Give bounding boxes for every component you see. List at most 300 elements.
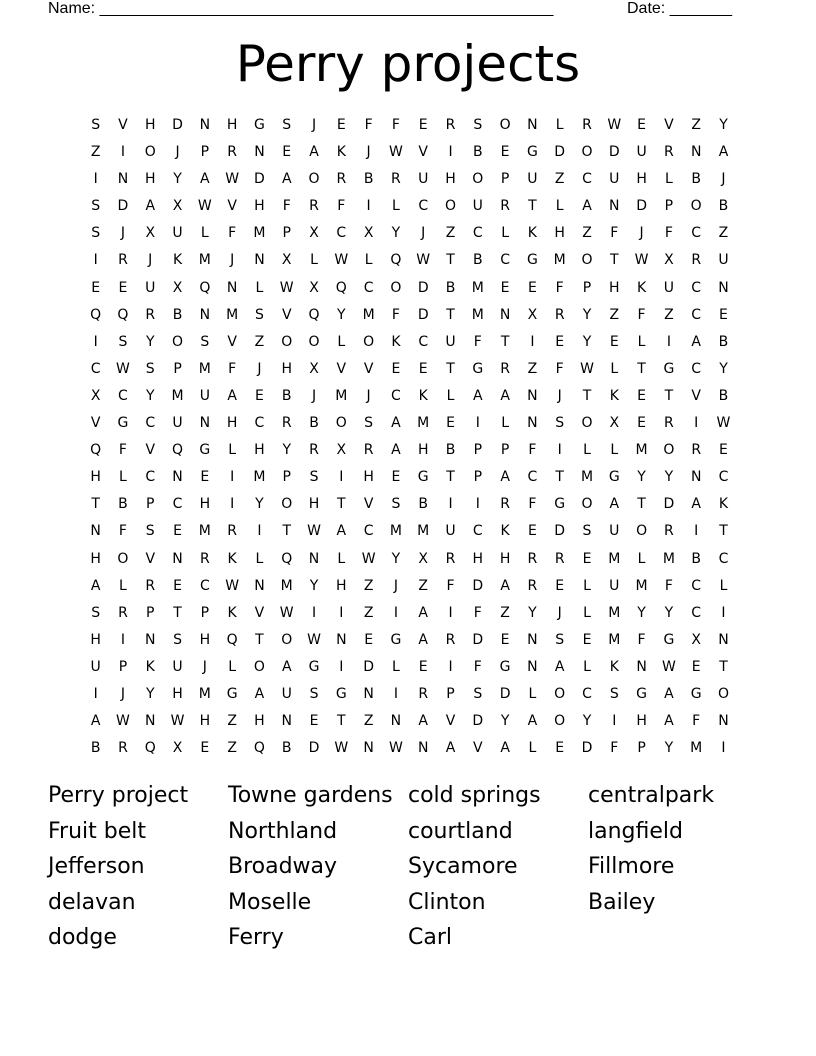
grid-letter: B xyxy=(718,333,729,350)
grid-letter: N xyxy=(527,117,538,133)
grid-letter: S xyxy=(555,415,565,432)
grid-letter: T xyxy=(446,360,455,377)
grid-letter: A xyxy=(500,469,510,486)
grid-letter: Z xyxy=(90,144,101,161)
grid-letter: H xyxy=(144,171,156,188)
grid-letter: B xyxy=(473,252,483,269)
grid-letter: T xyxy=(255,631,264,648)
grid-letter: S xyxy=(609,685,619,702)
grid-letter: D xyxy=(308,740,320,757)
name-field-label: Name: ___________________________________________________ xyxy=(48,0,554,17)
grid-letter: A xyxy=(254,685,265,702)
grid-letter: N xyxy=(718,713,729,730)
grid-letter: M xyxy=(635,442,648,459)
grid-letter: Y xyxy=(255,496,264,513)
grid-letter: C xyxy=(718,550,729,567)
grid-letter: V xyxy=(664,117,674,133)
grid-letter: O xyxy=(444,198,457,215)
grid-letter: L xyxy=(255,550,264,567)
grid-letter: E xyxy=(527,523,537,540)
grid-letter: A xyxy=(500,740,510,757)
grid-letter: Q xyxy=(199,279,211,296)
grid-letter: N xyxy=(390,713,402,730)
grid-letter: L xyxy=(583,604,591,621)
grid-letter: N xyxy=(527,387,538,404)
grid-letter: N xyxy=(527,415,538,432)
grid-letter: L xyxy=(583,577,591,594)
grid-letter: I xyxy=(311,604,317,621)
grid-letter: K xyxy=(336,144,346,161)
grid-letter: O xyxy=(281,631,293,648)
grid-letter: C xyxy=(691,604,702,621)
grid-letter: X xyxy=(418,550,428,567)
grid-letter: I xyxy=(530,333,535,350)
grid-letter: I xyxy=(721,740,726,757)
grid-letter: A xyxy=(500,577,510,594)
grid-letter: E xyxy=(555,333,565,350)
grid-letter: S xyxy=(145,360,155,377)
grid-letter: Q xyxy=(226,631,238,648)
grid-letter: J xyxy=(366,144,371,161)
grid-letter: Y xyxy=(145,387,155,404)
grid-letter: S xyxy=(118,333,128,350)
grid-letter: O xyxy=(308,171,320,188)
grid-letter: Y xyxy=(391,550,401,567)
grid-letter: N xyxy=(363,685,374,702)
grid-letter: N xyxy=(690,144,702,161)
grid-letter: H xyxy=(254,442,265,459)
grid-letter: X xyxy=(90,387,101,404)
grid-letter: F xyxy=(664,225,673,242)
grid-letter: I xyxy=(475,415,480,432)
grid-letter: G xyxy=(554,496,566,513)
grid-letter: F xyxy=(391,117,400,133)
word-list-item: Northland xyxy=(228,818,338,844)
grid-letter: S xyxy=(391,496,401,513)
grid-letter: A xyxy=(418,604,428,621)
grid-letter: H xyxy=(363,469,374,486)
grid-letter: R xyxy=(281,415,292,432)
grid-letter: T xyxy=(91,496,100,513)
grid-letter: Z xyxy=(445,225,456,242)
grid-letter: A xyxy=(691,333,701,350)
grid-letter: E xyxy=(255,387,264,404)
grid-letter: Z xyxy=(227,740,237,757)
grid-letter: R xyxy=(582,117,592,133)
grid-letter: R xyxy=(664,523,674,540)
grid-letter: L xyxy=(637,550,646,567)
grid-letter: R xyxy=(145,577,156,594)
grid-letter: B xyxy=(172,306,183,323)
grid-letter: R xyxy=(691,252,702,269)
grid-letter: I xyxy=(448,496,453,513)
grid-letter: J xyxy=(557,387,562,404)
grid-letter: Y xyxy=(282,442,291,459)
grid-letter: W xyxy=(307,523,321,540)
grid-letter: E xyxy=(91,279,101,296)
grid-letter: I xyxy=(230,469,235,486)
grid-letter: T xyxy=(446,252,455,269)
grid-letter: W xyxy=(279,279,294,296)
grid-letter: H xyxy=(636,171,647,188)
grid-letter: W xyxy=(279,604,294,621)
grid-letter: J xyxy=(257,360,262,377)
grid-letter: U xyxy=(281,685,292,702)
grid-letter: P xyxy=(146,604,155,621)
grid-letter: B xyxy=(281,387,292,404)
grid-letter: R xyxy=(527,577,538,594)
grid-letter: F xyxy=(446,577,455,594)
grid-letter: T xyxy=(446,306,455,323)
grid-letter: C xyxy=(691,577,702,594)
grid-letter: D xyxy=(172,117,183,133)
grid-letter: S xyxy=(364,415,374,432)
grid-letter: V xyxy=(336,360,347,377)
grid-letter: E xyxy=(500,144,510,161)
grid-letter: X xyxy=(309,279,319,296)
grid-letter: S xyxy=(555,631,565,648)
grid-letter: B xyxy=(718,387,729,404)
grid-letter: C xyxy=(500,252,510,269)
grid-letter: H xyxy=(281,360,292,377)
grid-letter: G xyxy=(226,685,238,702)
grid-letter: Y xyxy=(664,740,674,757)
grid-letter: D xyxy=(554,523,566,540)
grid-letter: Z xyxy=(664,306,674,323)
grid-letter: K xyxy=(227,550,237,567)
grid-letter: T xyxy=(637,496,646,513)
grid-letter: R xyxy=(664,144,674,161)
grid-letter: F xyxy=(555,279,564,296)
grid-letter: M xyxy=(198,685,211,702)
grid-letter: U xyxy=(172,415,183,432)
grid-letter: M xyxy=(553,252,566,269)
grid-letter: S xyxy=(91,225,101,242)
grid-letter: C xyxy=(418,198,429,215)
grid-letter: D xyxy=(472,577,484,594)
grid-letter: B xyxy=(118,496,128,513)
word-list-item: Fruit belt xyxy=(48,818,147,844)
grid-letter: D xyxy=(636,198,647,215)
grid-letter: Y xyxy=(719,360,728,377)
grid-letter: V xyxy=(145,442,156,459)
grid-letter: A xyxy=(500,387,510,404)
grid-letter: R xyxy=(118,604,128,621)
grid-letter: I xyxy=(393,604,398,621)
grid-letter: G xyxy=(526,144,538,161)
grid-letter: V xyxy=(363,360,374,377)
grid-letter: S xyxy=(254,306,264,323)
grid-letter: I xyxy=(230,496,235,513)
grid-letter: E xyxy=(609,333,619,350)
grid-letter: E xyxy=(446,415,455,432)
grid-letter: A xyxy=(200,171,210,188)
grid-letter: U xyxy=(527,171,538,188)
grid-letter: S xyxy=(473,685,483,702)
grid-letter: K xyxy=(391,333,401,350)
grid-letter: H xyxy=(609,279,620,296)
grid-letter: Y xyxy=(582,333,592,350)
word-list-item: centralpark xyxy=(588,783,715,808)
grid-letter: C xyxy=(472,523,483,540)
grid-letter: R xyxy=(118,740,128,757)
grid-letter: E xyxy=(719,442,728,459)
grid-letter: H xyxy=(308,496,320,513)
grid-letter: S xyxy=(473,117,483,133)
grid-letter: J xyxy=(311,387,317,404)
grid-letter: W xyxy=(334,252,349,269)
grid-letter: N xyxy=(417,740,429,757)
grid-letter: R xyxy=(500,198,510,215)
grid-letter: H xyxy=(499,550,511,567)
grid-letter: V xyxy=(281,306,292,323)
grid-letter: L xyxy=(610,360,619,377)
grid-letter: S xyxy=(145,523,155,540)
grid-letter: M xyxy=(198,523,211,540)
grid-letter: L xyxy=(392,658,400,675)
grid-letter: M xyxy=(417,415,430,432)
grid-letter: O xyxy=(281,333,293,350)
grid-letter: J xyxy=(148,252,153,269)
grid-letter: J xyxy=(393,577,398,594)
grid-letter: M xyxy=(198,252,211,269)
grid-letter: L xyxy=(583,658,591,675)
grid-letter: X xyxy=(336,442,347,459)
grid-letter: J xyxy=(366,387,371,404)
grid-letter: N xyxy=(199,117,211,133)
grid-letter: R xyxy=(145,306,156,323)
grid-letter: U xyxy=(145,279,156,296)
grid-letter: E xyxy=(555,740,565,757)
grid-letter: A xyxy=(336,523,347,540)
grid-letter: F xyxy=(118,442,127,459)
grid-letter: G xyxy=(690,685,702,702)
grid-letter: H xyxy=(445,171,456,188)
grid-letter: F xyxy=(664,577,673,594)
grid-letter: C xyxy=(254,415,265,432)
grid-letter: T xyxy=(719,523,728,540)
grid-letter: M xyxy=(171,387,184,404)
grid-letter: X xyxy=(664,252,674,269)
grid-letter: B xyxy=(691,550,701,567)
grid-letter: Q xyxy=(172,442,184,459)
grid-letter: O xyxy=(144,144,156,161)
word-list-item: Jefferson xyxy=(48,854,145,880)
grid-letter: A xyxy=(391,442,401,459)
grid-letter: P xyxy=(146,496,155,513)
grid-letter: E xyxy=(500,631,510,648)
grid-letter: A xyxy=(691,496,701,513)
grid-letter: A xyxy=(418,631,428,648)
grid-letter: J xyxy=(557,604,562,621)
grid-letter: Q xyxy=(253,740,265,757)
grid-letter: H xyxy=(172,685,183,702)
grid-letter: U xyxy=(609,577,620,594)
grid-letter: Q xyxy=(90,306,102,323)
grid-letter: J xyxy=(311,117,317,133)
grid-letter: A xyxy=(473,387,483,404)
grid-letter: I xyxy=(339,469,344,486)
grid-letter: Z xyxy=(582,225,592,242)
grid-letter: Q xyxy=(117,306,129,323)
grid-letter: O xyxy=(172,333,184,350)
grid-letter: V xyxy=(227,198,237,215)
grid-letter: F xyxy=(637,631,646,648)
grid-letter: M xyxy=(362,306,375,323)
word-list-item: Bailey xyxy=(588,889,656,915)
grid-letter: L xyxy=(119,577,127,594)
grid-letter: O xyxy=(663,442,675,459)
grid-letter: O xyxy=(363,333,375,350)
grid-letter: W xyxy=(607,117,622,133)
grid-letter: R xyxy=(391,171,401,188)
grid-letter: E xyxy=(391,360,401,377)
grid-letter: O xyxy=(554,685,566,702)
grid-letter: J xyxy=(202,658,207,675)
grid-letter: F xyxy=(473,604,482,621)
grid-letter: N xyxy=(609,198,620,215)
grid-letter: E xyxy=(418,117,428,133)
grid-letter: Y xyxy=(719,117,728,133)
grid-letter: Q xyxy=(335,279,347,296)
grid-letter: E xyxy=(418,658,428,675)
word-list-item: Perry project xyxy=(48,783,189,808)
grid-letter: F xyxy=(473,658,482,675)
grid-letter: S xyxy=(282,117,292,133)
grid-letter: M xyxy=(471,279,484,296)
grid-letter: L xyxy=(255,279,264,296)
grid-letter: I xyxy=(120,631,126,648)
grid-letter: R xyxy=(554,306,565,323)
grid-letter: A xyxy=(609,496,620,513)
grid-letter: Y xyxy=(391,225,401,242)
grid-letter: H xyxy=(254,713,265,730)
grid-letter: T xyxy=(337,496,346,513)
grid-letter: K xyxy=(500,523,510,540)
grid-letter: A xyxy=(718,144,729,161)
grid-letter: N xyxy=(718,279,729,296)
grid-letter: N xyxy=(172,469,183,486)
grid-letter: H xyxy=(90,469,101,486)
grid-letter: L xyxy=(528,685,537,702)
grid-letter: R xyxy=(309,442,319,459)
grid-letter: R xyxy=(227,523,237,540)
grid-letter: T xyxy=(282,523,291,540)
word-list-item: langfield xyxy=(588,818,683,844)
grid-letter: H xyxy=(199,496,211,513)
grid-letter: C xyxy=(472,225,483,242)
grid-letter: F xyxy=(364,117,373,133)
grid-letter: I xyxy=(93,252,98,269)
grid-letter: O xyxy=(281,496,293,513)
grid-letter: Z xyxy=(500,604,510,621)
grid-letter: C xyxy=(527,469,538,486)
grid-letter: N xyxy=(281,713,292,730)
grid-letter: H xyxy=(636,713,647,730)
grid-letter: H xyxy=(336,577,347,594)
word-list-item: cold springs xyxy=(408,783,541,808)
grid-letter: I xyxy=(448,604,453,621)
grid-letter: A xyxy=(281,171,292,188)
grid-letter: J xyxy=(120,685,126,702)
grid-letter: M xyxy=(635,577,648,594)
grid-letter: F xyxy=(473,333,482,350)
grid-letter: U xyxy=(636,144,647,161)
grid-letter: S xyxy=(200,333,210,350)
grid-letter: C xyxy=(172,496,183,513)
grid-letter: J xyxy=(120,225,126,242)
grid-letter: C xyxy=(582,171,592,188)
grid-letter: A xyxy=(227,387,237,404)
grid-letter: E xyxy=(364,631,374,648)
word-list-item: Fillmore xyxy=(588,854,675,880)
grid-letter: U xyxy=(172,658,183,675)
grid-letter: Y xyxy=(637,469,646,486)
grid-letter: Z xyxy=(227,713,237,730)
word-list-item: Clinton xyxy=(408,889,486,915)
grid-letter: D xyxy=(363,658,374,675)
grid-letter: F xyxy=(692,713,701,730)
grid-letter: M xyxy=(662,550,675,567)
grid-letter: J xyxy=(230,252,235,269)
grid-letter: O xyxy=(581,144,593,161)
grid-letter: L xyxy=(364,252,373,269)
grid-letter: L xyxy=(583,442,591,459)
grid-letter: W xyxy=(716,415,731,432)
grid-letter: P xyxy=(446,685,455,702)
grid-letter: R xyxy=(554,550,565,567)
grid-letter: B xyxy=(90,740,101,757)
grid-letter: N xyxy=(199,306,211,323)
grid-letter: N xyxy=(363,740,374,757)
grid-letter: L xyxy=(446,387,455,404)
grid-letter: Z xyxy=(363,713,374,730)
grid-letter: D xyxy=(663,496,675,513)
grid-letter: O xyxy=(335,415,347,432)
grid-letter: E xyxy=(418,360,428,377)
grid-letter: D xyxy=(554,144,566,161)
grid-letter: V xyxy=(254,604,265,621)
grid-letter: I xyxy=(93,171,98,188)
grid-letter: L xyxy=(200,225,209,242)
grid-letter: T xyxy=(500,333,510,350)
grid-letter: N xyxy=(527,631,538,648)
grid-letter: C xyxy=(691,306,702,323)
grid-letter: E xyxy=(637,387,647,404)
grid-letter: T xyxy=(555,469,564,486)
grid-letter: Y xyxy=(145,333,155,350)
grid-letter: E xyxy=(555,577,565,594)
grid-letter: I xyxy=(475,496,480,513)
grid-letter: O xyxy=(636,523,648,540)
grid-letter: Y xyxy=(664,604,674,621)
grid-letter: H xyxy=(226,117,238,133)
grid-letter: O xyxy=(690,198,702,215)
grid-letter: N xyxy=(336,631,347,648)
grid-letter: K xyxy=(609,387,619,404)
word-list-item: courtland xyxy=(408,818,513,844)
grid-letter: I xyxy=(366,198,371,215)
word-list-item: Broadway xyxy=(228,854,338,880)
grid-letter: M xyxy=(608,631,621,648)
grid-letter: R xyxy=(527,550,538,567)
grid-letter: B xyxy=(281,740,292,757)
grid-letter: L xyxy=(555,198,564,215)
grid-letter: E xyxy=(500,279,510,296)
grid-letter: A xyxy=(445,740,456,757)
grid-letter: O xyxy=(717,685,729,702)
grid-letter: R xyxy=(445,631,456,648)
